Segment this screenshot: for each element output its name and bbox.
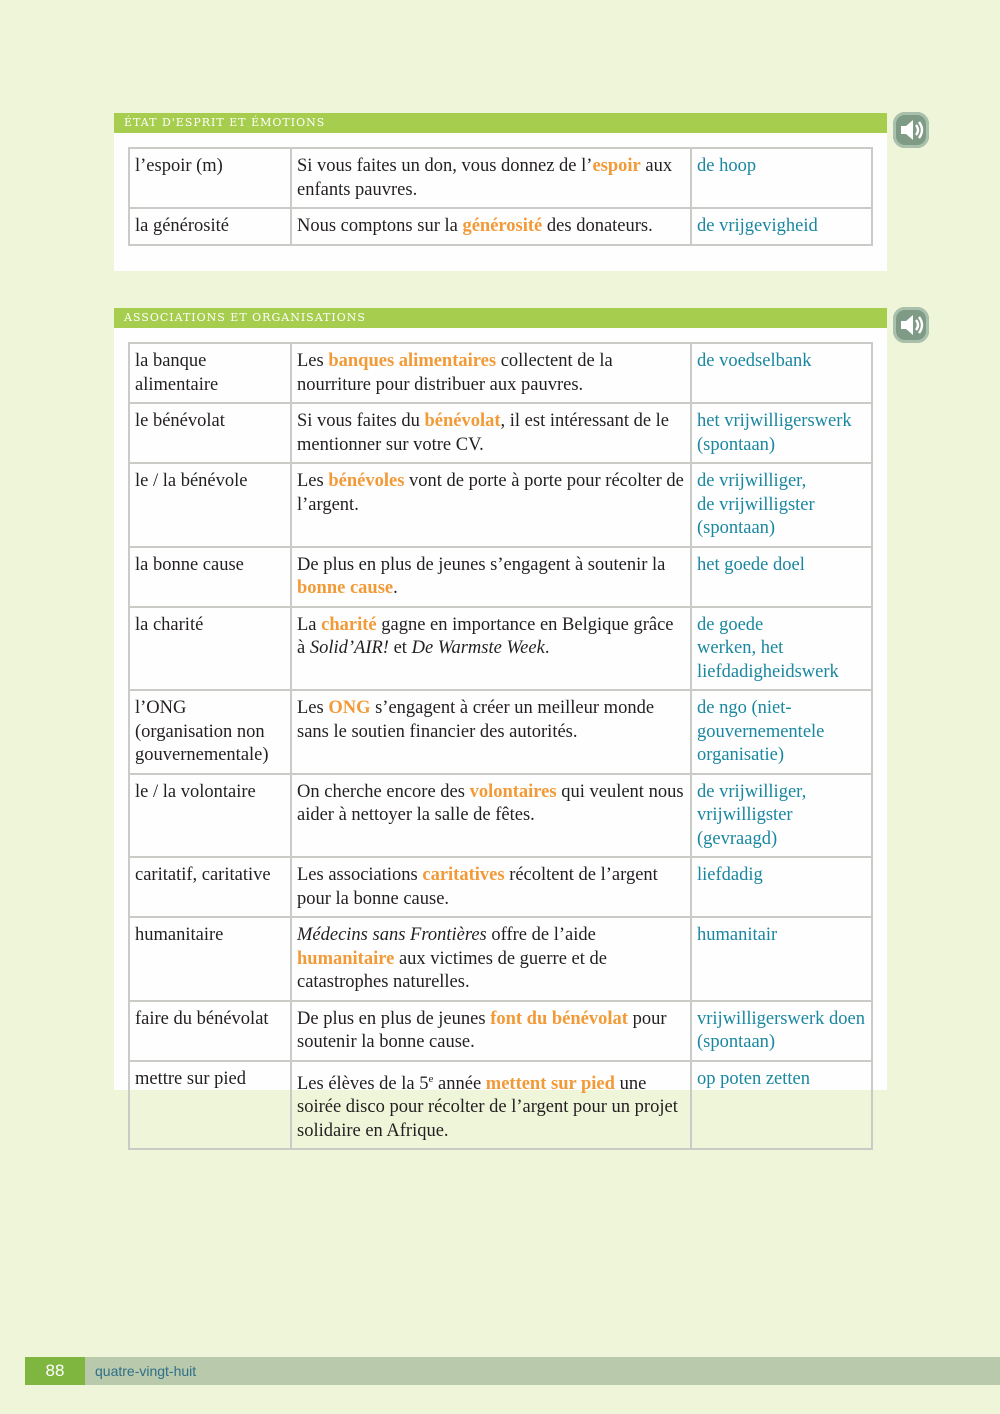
dutch-translation: op poten zetten (691, 1061, 872, 1150)
table-row (129, 774, 872, 858)
sentence-text: gagne en importance en Belgique grâce à (297, 614, 674, 658)
sentence-text: s’engagent à créer un meilleur monde sans le soutien financier des autorités. (297, 698, 655, 742)
sentence-text: On cherche encore des (297, 781, 470, 802)
example-sentence (291, 1061, 691, 1150)
sentence-text: aux victimes de guerre et de catastrophes naturelles. (297, 948, 607, 992)
sentence-text: une soirée disco pour récolter de l’argent pour un projet solidaire en Afrique. (297, 1073, 678, 1141)
sentence-text: . (393, 578, 398, 598)
example-sentence (291, 463, 691, 547)
sentence-text: Si vous faites du (297, 411, 425, 431)
sentence-text: . (544, 638, 550, 658)
dutch-translation: liefdadig (691, 857, 872, 917)
table-row (129, 403, 872, 463)
sentence-text: Les associations (297, 865, 423, 885)
french-term: la banque alimentaire (129, 343, 291, 403)
sentence-text: , il est intéressant de le mentionner sur votre CV. (297, 411, 670, 455)
speaker-icon (893, 112, 929, 148)
french-term: la générosité (129, 208, 291, 245)
highlighted-term: bénévolat (424, 411, 501, 431)
vocab-table (128, 342, 873, 1150)
page-number: 88 (25, 1357, 85, 1385)
table-row (129, 857, 872, 917)
french-term: caritatif, caritative (129, 857, 291, 917)
table-row (129, 690, 872, 774)
dutch-translation: de hoop (691, 148, 872, 208)
example-sentence (291, 857, 691, 917)
sentence-text: Les (297, 698, 329, 718)
table-row (129, 463, 872, 547)
table-row (129, 547, 872, 607)
sentence-text: Nous comptons sur la (297, 216, 463, 236)
dutch-translation: het vrijwilligerswerk (spontaan) (691, 403, 872, 463)
french-term: le / la volontaire (129, 774, 291, 858)
italic-title: Médecins sans Frontières (297, 925, 487, 945)
sentence-text: qui veulent nous aider à nettoyer la salle de fêtes. (297, 781, 684, 825)
dutch-translation: de vrijgevigheid (691, 208, 872, 245)
highlighted-term: bonne cause (297, 578, 394, 598)
sentence-text: aux enfants pauvres. (297, 156, 673, 200)
sentence-text: La (297, 614, 322, 635)
page-number-words: quatre-vingt-huit (95, 1363, 197, 1379)
sentence-text: De plus en plus de jeunes s’engagent à soutenir la (297, 554, 666, 575)
italic-title: Solid’AIR! (309, 638, 389, 658)
example-sentence (291, 403, 691, 463)
sentence-text: Les (297, 351, 329, 371)
example-sentence (291, 690, 691, 774)
dutch-translation: de vrijwilliger, vrijwilligster (gevraagd) (691, 774, 872, 858)
sentence-text: Les (297, 471, 329, 491)
section-header-associations (114, 308, 887, 328)
example-sentence (291, 343, 691, 403)
sentence-text: Si vous faites un don, vous donnez de l’ (297, 156, 593, 176)
french-term: humanitaire (129, 917, 291, 1001)
speaker-icon (893, 307, 929, 343)
dutch-translation: de voedselbank (691, 343, 872, 403)
sentence-text: des donateurs. (542, 216, 653, 236)
example-sentence (291, 208, 691, 245)
example-sentence (291, 148, 691, 208)
audio-button-emotions[interactable] (893, 112, 929, 148)
table-row (129, 917, 872, 1001)
french-term: faire du bénévolat (129, 1001, 291, 1061)
table-row (129, 148, 872, 208)
example-sentence (291, 917, 691, 1001)
section-title: ÉTAT D'ESPRIT ET ÉMOTIONS (124, 116, 326, 129)
highlighted-term: ONG (328, 698, 371, 718)
vocab-table (128, 147, 873, 246)
highlighted-term: volontaires (469, 781, 557, 802)
dutch-translation: het goede doel (691, 547, 872, 607)
dutch-translation: de vrijwilliger, de vrijwilligster (spontaan) (691, 463, 872, 547)
french-term: la charité (129, 607, 291, 691)
highlighted-term: font du bénévolat (490, 1008, 628, 1029)
italic-title: De Warmste Week (411, 638, 545, 658)
table-row (129, 1061, 872, 1150)
french-term: mettre sur pied (129, 1061, 291, 1150)
sentence-text: pour soutenir la bonne cause. (297, 1008, 667, 1052)
french-term: la bonne cause (129, 547, 291, 607)
table-row (129, 208, 872, 245)
sentence-text: collectent de la nourriture pour distribuer aux pauvres. (297, 351, 613, 395)
sentence-text: offre de l’aide (486, 925, 596, 945)
example-sentence (291, 547, 691, 607)
sentence-text: et (388, 638, 412, 658)
highlighted-term: humanitaire (297, 948, 395, 969)
section-header-emotions (114, 113, 887, 133)
french-term: le bénévolat (129, 403, 291, 463)
example-sentence (291, 774, 691, 858)
table-row (129, 1001, 872, 1061)
highlighted-term: mettent sur pied (485, 1073, 615, 1094)
highlighted-term: caritatives (422, 865, 505, 885)
french-term: le / la bénévole (129, 463, 291, 547)
highlighted-term: espoir (592, 156, 641, 176)
highlighted-term: générosité (462, 216, 543, 236)
dutch-translation: vrijwilligerswerk doen (spontaan) (691, 1001, 872, 1061)
highlighted-term: banques alimentaires (328, 351, 497, 371)
section-title: ASSOCIATIONS ET ORGANISATIONS (124, 311, 366, 324)
table-row (129, 343, 872, 403)
audio-button-associations[interactable] (893, 307, 929, 343)
example-sentence (291, 607, 691, 691)
table-row (129, 607, 872, 691)
french-term: l’espoir (m) (129, 148, 291, 208)
highlighted-term: bénévoles (328, 471, 405, 491)
sentence-text: année (433, 1073, 486, 1094)
sentence-text: récoltent de l’argent pour la bonne cause. (297, 865, 658, 909)
french-term: l’ONG (organisation non gouvernementale) (129, 690, 291, 774)
dutch-translation: de goede werken, het liefdadigheidswerk (691, 607, 872, 691)
sentence-text: De plus en plus de jeunes (297, 1008, 491, 1029)
example-sentence (291, 1001, 691, 1061)
superscript: e (428, 1072, 434, 1085)
highlighted-term: charité (321, 614, 377, 635)
sentence-text: Les élèves de la 5 (297, 1073, 429, 1094)
dutch-translation: de ngo (niet-gouvernementele organisatie) (691, 690, 872, 774)
dutch-translation: humanitair (691, 917, 872, 1001)
sentence-text: vont de porte à porte pour récolter de l’argent. (297, 471, 684, 515)
